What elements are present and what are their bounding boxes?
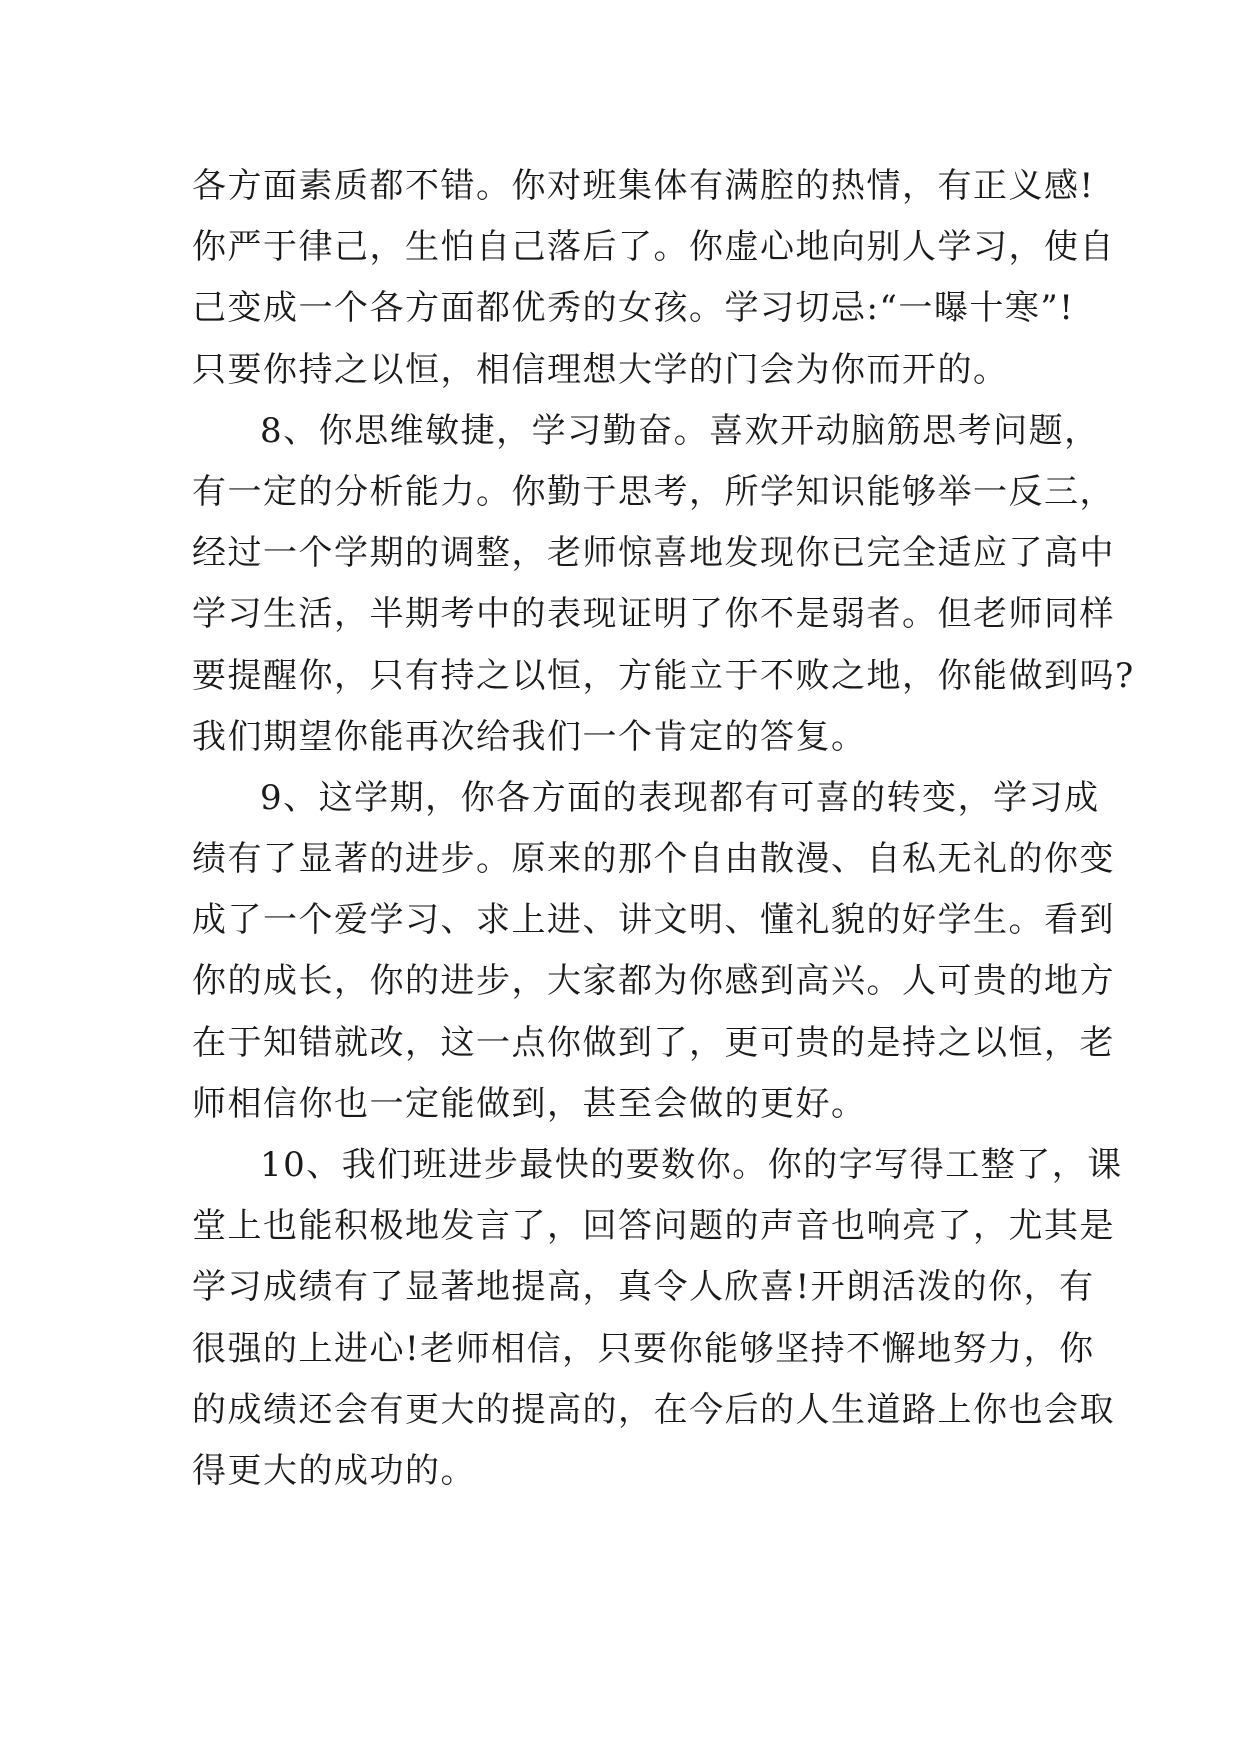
- text-line: 堂上也能积极地发言了，回答问题的声音也响亮了，尤其是: [192, 1206, 1115, 1247]
- paragraph-first-line: 8、你思维敏捷，学习勤奋。喜欢开动脑筋思考问题，: [260, 410, 1100, 451]
- text-line: 师相信你也一定能做到，甚至会做的更好。: [192, 1083, 867, 1124]
- document-body: [192, 156, 1135, 1502]
- text-line: 学习成绩有了显著地提高，真令人欣喜!开朗活泼的你，有: [192, 1267, 1095, 1308]
- text-line: 经过一个学期的调整，老师惊喜地发现你已完全适应了高中: [192, 533, 1115, 574]
- text-line: 学习生活，半期考中的表现证明了你不是弱者。但老师同样: [192, 594, 1115, 635]
- text-line: 的成绩还会有更大的提高的，在今后的人生道路上你也会取: [192, 1389, 1115, 1430]
- text-line: 各方面素质都不错。你对班集体有满腔的热情，有正义感!: [192, 166, 1095, 206]
- text-line: 己变成一个各方面都优秀的女孩。学习切忌:“一曝十寒”!: [192, 288, 1075, 329]
- text-line: 有一定的分析能力。你勤于思考，所学知识能够举一反三，: [192, 471, 1115, 512]
- text-line: 在于知错就改，这一点你做到了，更可贵的是持之以恒，老: [192, 1022, 1115, 1063]
- paragraph-first-line: 9、这学期，你各方面的表现都有可喜的转变，学习成: [260, 777, 1100, 818]
- text-line: 得更大的成功的。: [192, 1450, 476, 1491]
- text-line: 绩有了显著的进步。原来的那个自由散漫、自私无礼的你变: [192, 839, 1115, 880]
- text-line: 只要你持之以恒，相信理想大学的门会为你而开的。: [192, 349, 1009, 390]
- text-line: 你的成长，你的进步，大家都为你感到高兴。人可贵的地方: [192, 961, 1115, 1002]
- paragraph-first-line: 10、我们班进步最快的要数你。你的字写得工整了，课: [260, 1145, 1123, 1185]
- text-line: 我们期望你能再次给我们一个肯定的答复。: [192, 716, 867, 757]
- text-line: 要提醒你，只有持之以恒，方能立于不败之地，你能做到吗?: [192, 655, 1135, 696]
- text-line: 你严于律己，生怕自己落后了。你虚心地向别人学习，使自: [192, 227, 1115, 268]
- text-line: 很强的上进心!老师相信，只要你能够坚持不懈地努力，你: [192, 1328, 1095, 1369]
- text-line: 成了一个爱学习、求上进、讲文明、懂礼貌的好学生。看到: [192, 900, 1115, 941]
